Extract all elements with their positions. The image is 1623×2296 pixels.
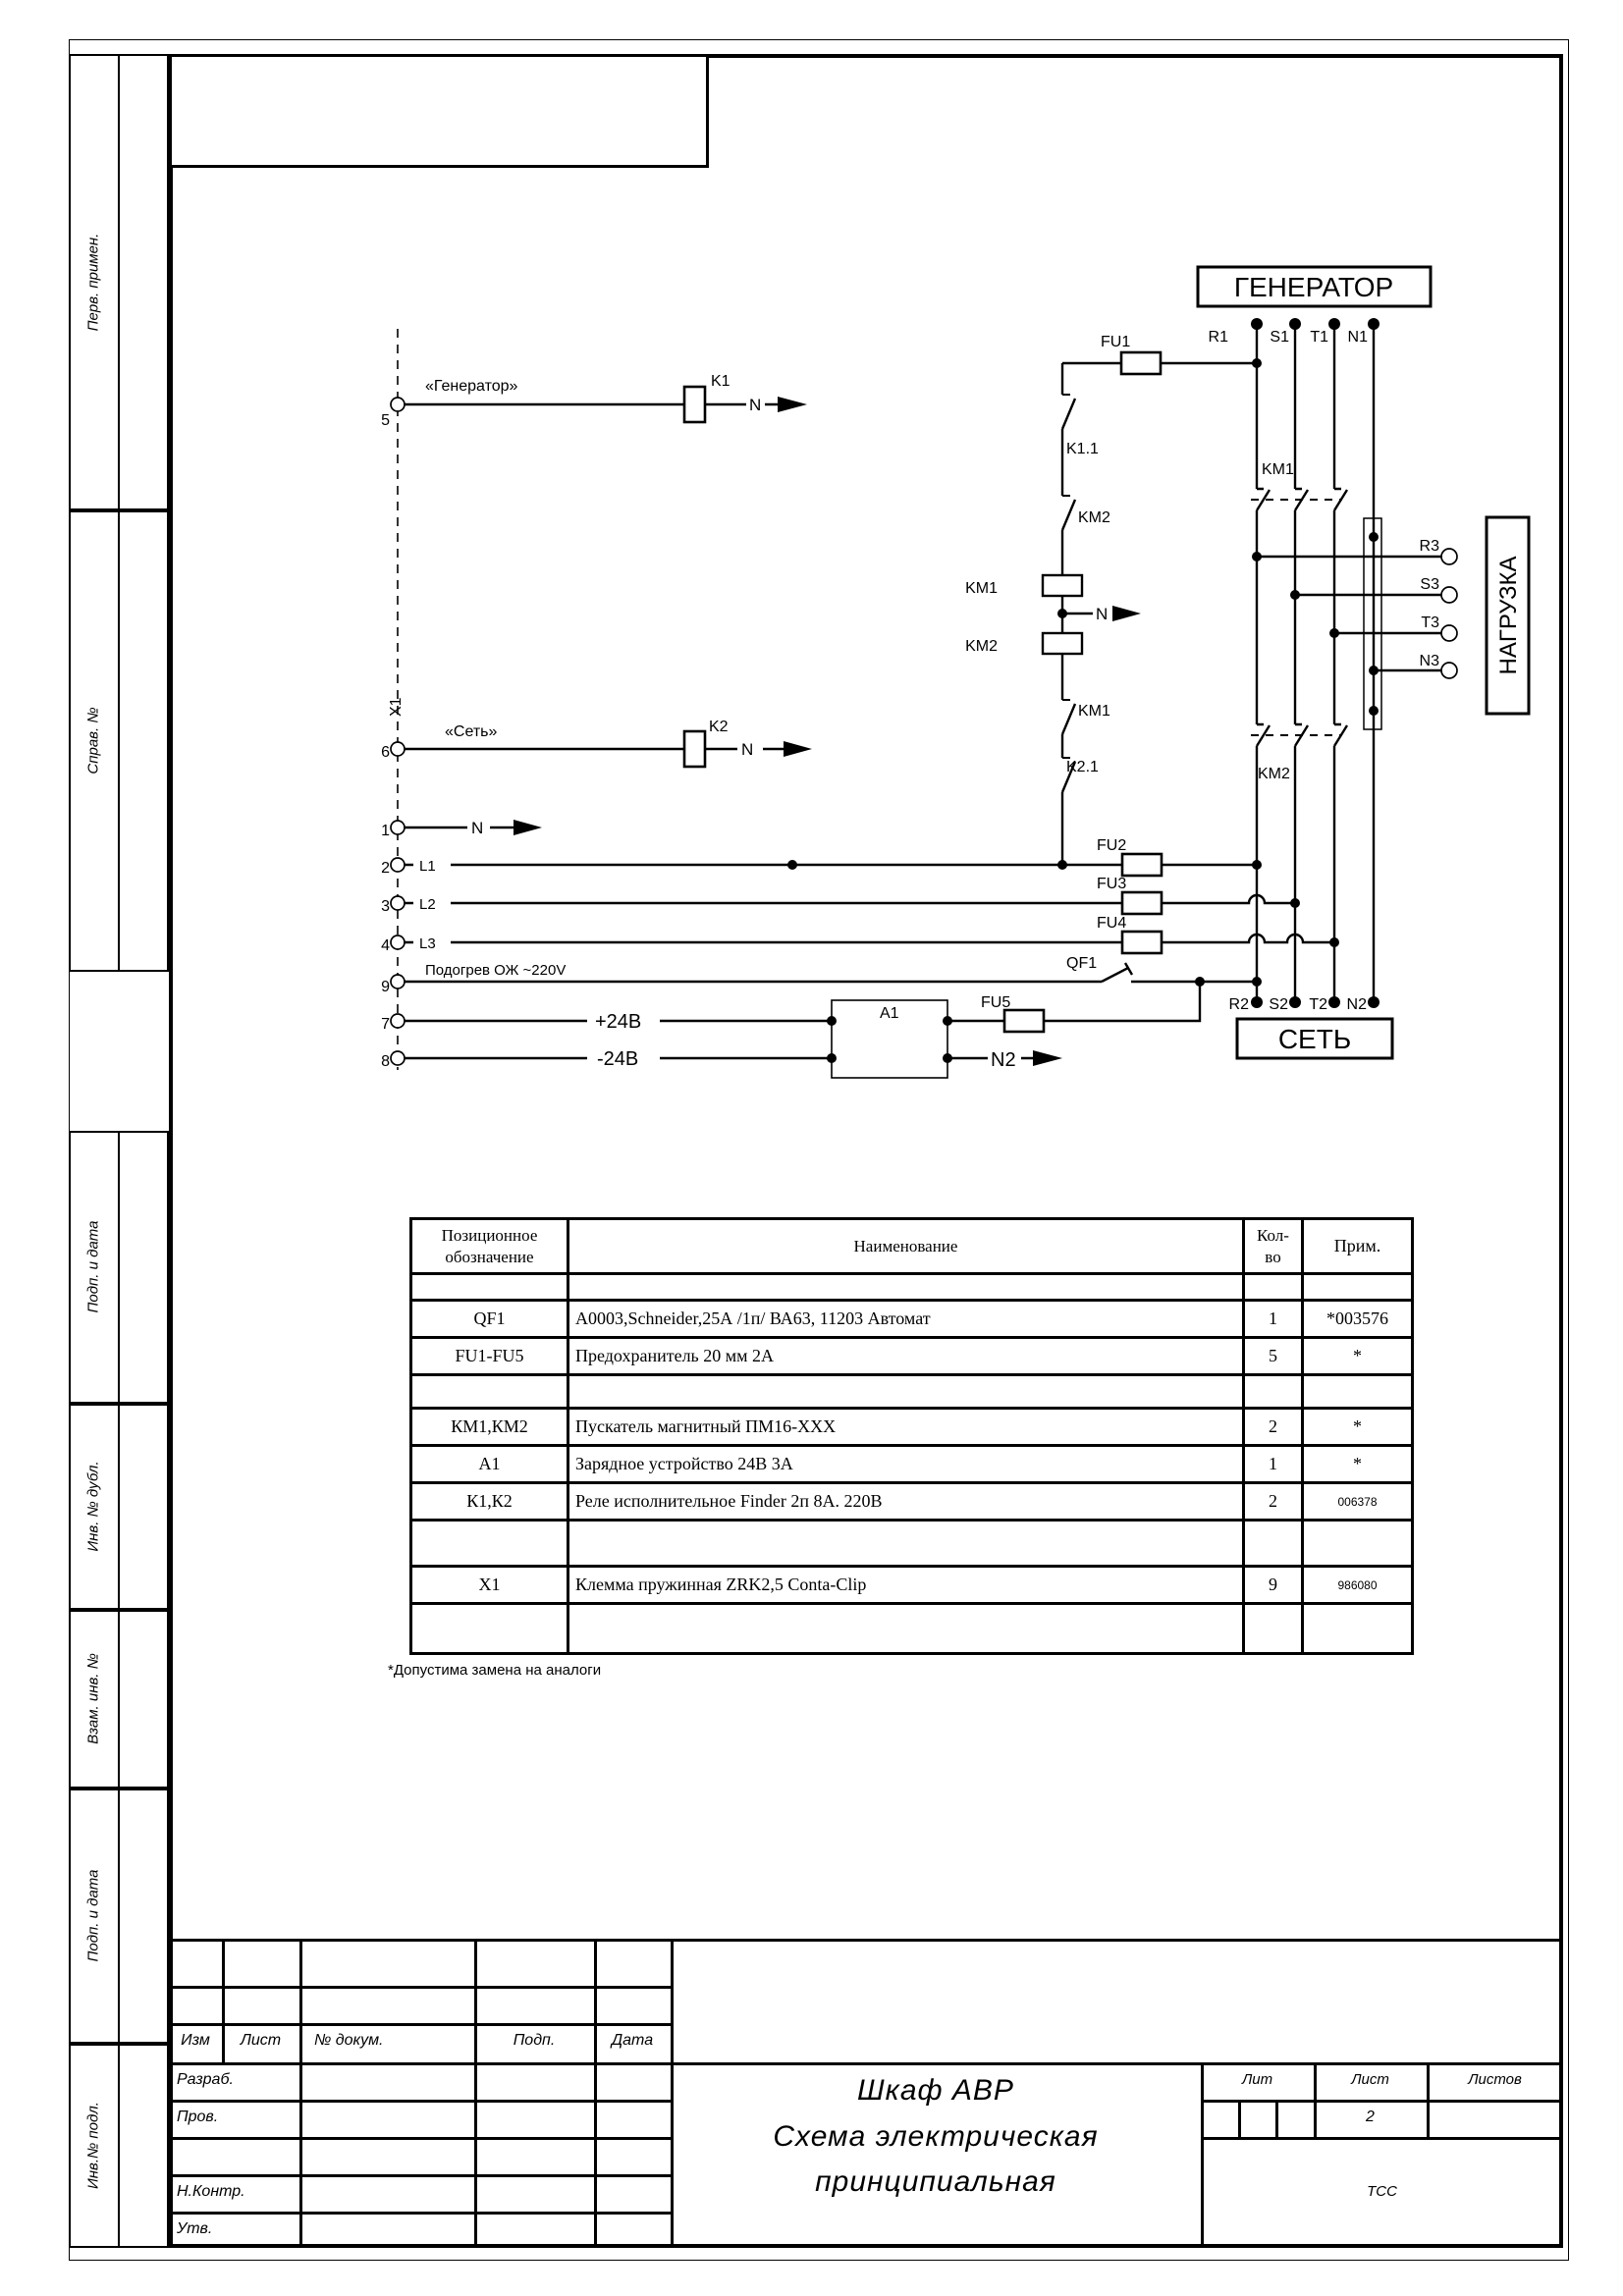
terminal-number: 7 xyxy=(381,1016,390,1033)
header-pos-line1: Позиционное xyxy=(441,1226,538,1246)
contactor-coil-km1 xyxy=(1043,575,1082,596)
wires xyxy=(405,324,1441,1058)
cell-qty: 2 xyxy=(1244,1483,1303,1521)
doc-title-line2: Схема электрическая xyxy=(773,2120,1099,2153)
cell-note: * xyxy=(1303,1338,1413,1375)
cell-pos: А1 xyxy=(411,1446,568,1483)
titleblock-line xyxy=(1201,2062,1204,2248)
s1-label: S1 xyxy=(1270,329,1289,346)
titleblock-line xyxy=(169,1939,1563,1942)
cell-name xyxy=(568,1375,1244,1409)
org-name: ТСС xyxy=(1367,2183,1397,2200)
header-qty xyxy=(1244,1219,1303,1274)
s3-label: S3 xyxy=(1420,576,1439,593)
col-podp: Подп. xyxy=(513,2032,556,2049)
row-utv: Утв. xyxy=(177,2220,213,2237)
titleblock-line xyxy=(169,2062,1563,2065)
n3-label: N3 xyxy=(1419,653,1439,669)
s2-label: S2 xyxy=(1269,996,1288,1013)
relay-coil-k2 xyxy=(684,731,705,767)
n-label: N xyxy=(1096,605,1109,623)
fu5-label: FU5 xyxy=(981,994,1011,1011)
generator-box xyxy=(1198,267,1431,306)
n2-label: N2 xyxy=(1346,996,1367,1013)
x1-label: X1 xyxy=(388,697,405,717)
n2-out-label: N2 xyxy=(991,1049,1016,1071)
cell-name xyxy=(568,1604,1244,1654)
r2-label: R2 xyxy=(1228,996,1249,1013)
margin-label: Справ. № xyxy=(84,707,102,774)
cell-qty xyxy=(1244,1274,1303,1301)
titleblock-line xyxy=(1201,2137,1563,2140)
cell-note: *003576 xyxy=(1303,1301,1413,1338)
cell-qty: 9 xyxy=(1244,1567,1303,1604)
header-qty-line2: во xyxy=(1265,1247,1281,1266)
margin-label: Инв. № дубл. xyxy=(84,1461,102,1552)
cell-pos: FU1-FU5 xyxy=(411,1338,568,1375)
header-qty-line1: Кол- xyxy=(1257,1226,1289,1246)
km1-contact-label: KM1 xyxy=(1078,703,1110,720)
cell-note xyxy=(1303,1521,1413,1567)
cell-qty xyxy=(1244,1521,1303,1567)
k2-label: K2 xyxy=(709,719,729,735)
table-row xyxy=(411,1521,1413,1567)
a1-label: A1 xyxy=(880,1005,899,1022)
l2-label: L2 xyxy=(419,896,436,913)
col-lit: Лит xyxy=(1241,2071,1273,2088)
row-razrab: Разраб. xyxy=(177,2071,234,2088)
contactor-links xyxy=(1251,500,1342,735)
terminal-number: 4 xyxy=(381,937,390,954)
col-list2: Лист xyxy=(1351,2071,1389,2088)
mains-input-label: «Сеть» xyxy=(445,723,498,740)
cell-name: Клемма пружинная ZRK2,5 Conta-Clip xyxy=(568,1567,1244,1604)
cell-name xyxy=(568,1521,1244,1567)
header-pos-line2: обозначение xyxy=(445,1247,534,1266)
table-row xyxy=(411,1409,1413,1446)
r1-label: R1 xyxy=(1208,329,1228,346)
generator-box-label: ГЕНЕРАТОР xyxy=(1233,272,1394,302)
t2-label: T2 xyxy=(1309,996,1327,1013)
parts-table-header xyxy=(411,1219,1413,1274)
table-row xyxy=(411,1567,1413,1604)
cell-qty: 5 xyxy=(1244,1338,1303,1375)
titleblock-line xyxy=(1238,2100,1241,2137)
terminal-number: 8 xyxy=(381,1053,390,1070)
header-pos xyxy=(411,1219,568,1274)
fuse-fu3 xyxy=(1122,892,1162,914)
header-name: Наименование xyxy=(568,1219,1244,1274)
mains-box-label: СЕТЬ xyxy=(1277,1024,1352,1054)
r3-label: R3 xyxy=(1419,538,1439,555)
plus24-label: +24В xyxy=(595,1011,642,1033)
cell-pos xyxy=(411,1521,568,1567)
cell-qty: 2 xyxy=(1244,1409,1303,1446)
col-izm: Изм xyxy=(181,2032,210,2049)
k1-1-contact-label: K1.1 xyxy=(1066,441,1099,457)
col-listov: Листов xyxy=(1468,2071,1522,2088)
terminal-number: 2 xyxy=(381,860,390,877)
terminal-number: 9 xyxy=(381,979,390,995)
n1-label: N1 xyxy=(1347,329,1368,346)
titleblock-line xyxy=(474,1939,477,2248)
cell-name: А0003,Schneider,25А /1п/ ВА63, 11203 Автомат xyxy=(568,1301,1244,1338)
margin-label: Взам. инв. № xyxy=(84,1653,102,1744)
k1-label: K1 xyxy=(711,373,730,390)
fuse-fu2 xyxy=(1122,854,1162,876)
cell-name: Зарядное устройство 24В 3А xyxy=(568,1446,1244,1483)
cell-pos: Х1 xyxy=(411,1567,568,1604)
cell-note xyxy=(1303,1274,1413,1301)
sheet-number: 2 xyxy=(1366,2109,1375,2125)
margin-label: Перв. примен. xyxy=(84,233,102,332)
fu3-label: FU3 xyxy=(1097,876,1127,892)
km2-contact-label: KM2 xyxy=(1078,509,1110,526)
col-list: Лист xyxy=(240,2032,282,2049)
col-doc: № докум. xyxy=(314,2032,384,2049)
gen-input-label: «Генератор» xyxy=(425,378,518,395)
parts-table xyxy=(409,1217,1414,1655)
titleblock-line xyxy=(1275,2100,1278,2137)
header-note: Прим. xyxy=(1303,1219,1413,1274)
cell-note: 006378 xyxy=(1303,1483,1413,1521)
cell-qty: 1 xyxy=(1244,1446,1303,1483)
table-row xyxy=(411,1338,1413,1375)
cell-pos: КМ1,КМ2 xyxy=(411,1409,568,1446)
l3-label: L3 xyxy=(419,935,436,952)
qf1-label: QF1 xyxy=(1066,955,1098,972)
heater-label: Подогрев ОЖ ~220V xyxy=(425,962,567,979)
cell-name: Реле исполнительное Finder 2п 8А. 220В xyxy=(568,1483,1244,1521)
cell-qty xyxy=(1244,1375,1303,1409)
cell-pos: QF1 xyxy=(411,1301,568,1338)
load-box-label: НАГРУЗКА xyxy=(1495,556,1522,675)
terminal-number: 6 xyxy=(381,744,390,761)
cell-note: * xyxy=(1303,1446,1413,1483)
cell-pos xyxy=(411,1274,568,1301)
junction-dots xyxy=(787,318,1380,1063)
terminal-number: 3 xyxy=(381,898,390,915)
n-label: N xyxy=(749,396,762,414)
arrows xyxy=(514,397,1141,1066)
k2-1-contact-label: K2.1 xyxy=(1066,759,1099,775)
minus24-label: -24В xyxy=(597,1048,639,1070)
margin-label: Инв.№ подл. xyxy=(84,2102,102,2189)
cell-pos xyxy=(411,1604,568,1654)
km1-coil-label: KM1 xyxy=(965,580,998,597)
table-row xyxy=(411,1375,1413,1409)
fuse-fu1 xyxy=(1121,352,1161,374)
t1-label: T1 xyxy=(1310,329,1328,346)
cell-name xyxy=(568,1274,1244,1301)
footnote: *Допустима замена на аналоги xyxy=(388,1662,602,1679)
table-row xyxy=(411,1446,1413,1483)
margin-label: Подп. и дата xyxy=(84,1220,102,1313)
col-data: Дата xyxy=(611,2032,654,2049)
load-box xyxy=(1487,517,1529,714)
cell-qty: 1 xyxy=(1244,1301,1303,1338)
n-label: N xyxy=(471,819,484,837)
cell-note xyxy=(1303,1604,1413,1654)
km1-group-label: KM1 xyxy=(1262,461,1294,478)
cell-name: Пускатель магнитный ПМ16-XXX xyxy=(568,1409,1244,1446)
titleblock-line xyxy=(1201,2100,1563,2103)
cell-qty xyxy=(1244,1604,1303,1654)
row-prov: Пров. xyxy=(177,2109,219,2125)
terminal-number: 1 xyxy=(381,823,390,839)
l1-label: L1 xyxy=(419,858,436,875)
margin-label: Подп. и дата xyxy=(84,1869,102,1962)
titleblock-line xyxy=(299,1939,302,2248)
doc-title-line3: принципиальная xyxy=(815,2165,1056,2198)
fu2-label: FU2 xyxy=(1097,837,1127,854)
km2-group-label: KM2 xyxy=(1258,766,1290,782)
cell-note xyxy=(1303,1375,1413,1409)
cell-pos: К1,К2 xyxy=(411,1483,568,1521)
cell-pos xyxy=(411,1375,568,1409)
cell-note: 986080 xyxy=(1303,1567,1413,1604)
terminal-number: 5 xyxy=(381,412,390,429)
cell-note: * xyxy=(1303,1409,1413,1446)
t3-label: T3 xyxy=(1421,614,1439,631)
n-label: N xyxy=(741,740,754,759)
cell-name: Предохранитель 20 мм 2А xyxy=(568,1338,1244,1375)
table-row xyxy=(411,1483,1413,1521)
mains-box xyxy=(1237,1019,1392,1058)
titleblock-line xyxy=(594,1939,597,2248)
row-nkontr: Н.Контр. xyxy=(177,2183,245,2200)
km2-coil-label: KM2 xyxy=(965,638,998,655)
relay-coil-k1 xyxy=(684,387,705,422)
fuse-fu5 xyxy=(1004,1010,1044,1032)
doc-title-line1: Шкаф АВР xyxy=(857,2074,1014,2107)
table-row xyxy=(411,1274,1413,1301)
table-row xyxy=(411,1301,1413,1338)
fu4-label: FU4 xyxy=(1097,915,1127,932)
table-row xyxy=(411,1604,1413,1654)
contactor-coil-km2 xyxy=(1043,633,1082,654)
fu1-label: FU1 xyxy=(1101,334,1131,350)
fuse-fu4 xyxy=(1122,932,1162,953)
